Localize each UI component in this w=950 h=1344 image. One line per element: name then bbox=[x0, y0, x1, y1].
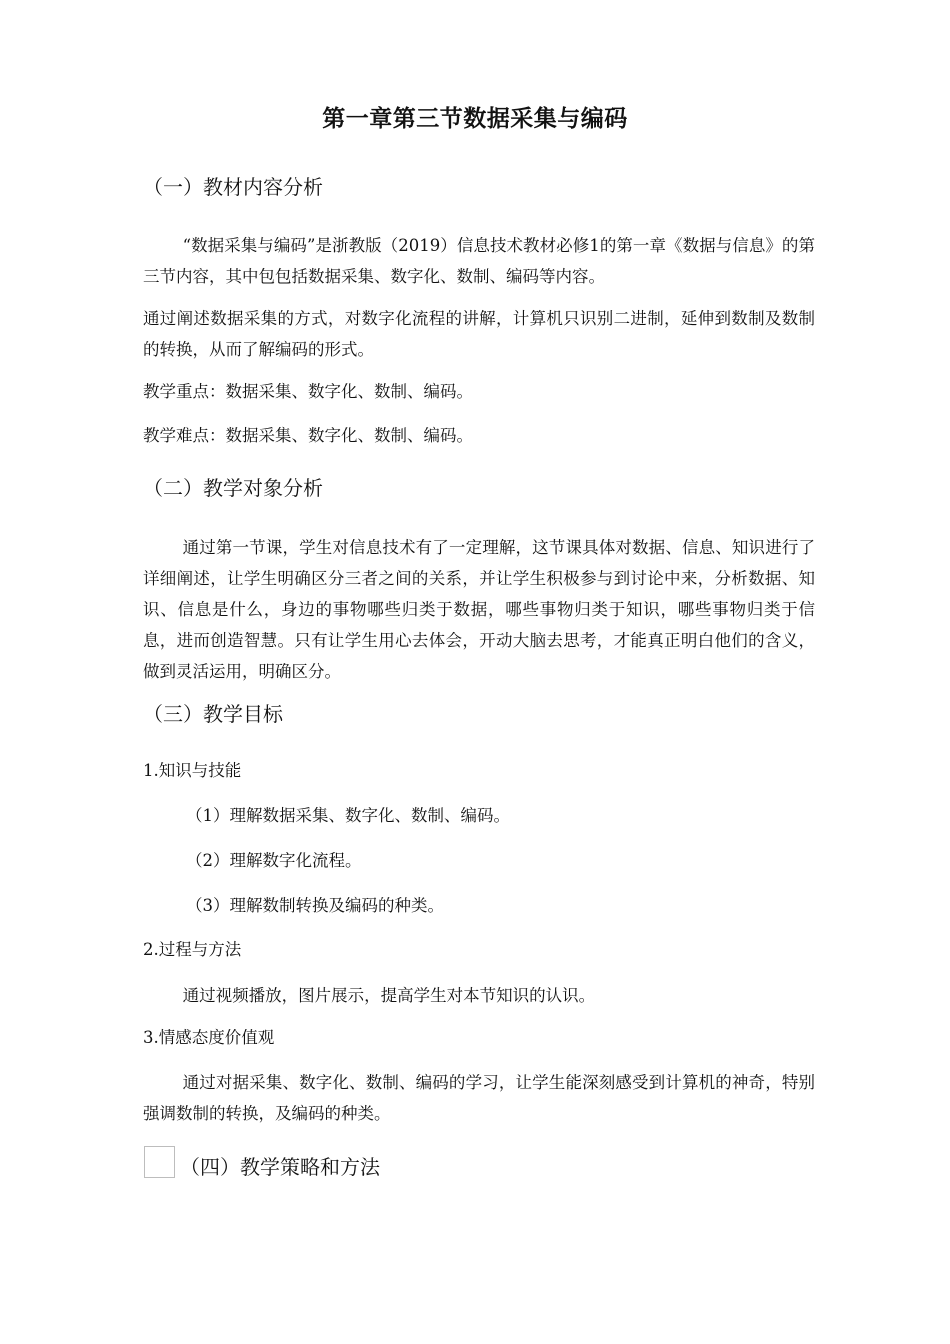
section-heading-student-analysis: （二）教学对象分析 bbox=[143, 476, 323, 500]
goal-attitude-values-label: 3.情感态度价值观 bbox=[143, 1028, 275, 1047]
goal-process-method-text: 通过视频播放，图片展示，提高学生对本节知识的认识。 bbox=[182, 986, 596, 1005]
goal-item: （3）理解数制转换及编码的种类。 bbox=[186, 896, 444, 915]
key-points-text: 教学重点：数据采集、数字化、数制、编码。 bbox=[143, 382, 473, 401]
goal-item: （1）理解数据采集、数字化、数制、编码。 bbox=[186, 806, 510, 825]
goal-item: （2）理解数字化流程。 bbox=[186, 851, 362, 870]
checkbox[interactable] bbox=[144, 1146, 175, 1178]
goal-knowledge-skills-label: 1.知识与技能 bbox=[143, 761, 242, 780]
section-heading-content-analysis: （一）教材内容分析 bbox=[143, 175, 323, 199]
section-heading-teaching-strategy: （四）教学策略和方法 bbox=[180, 1155, 380, 1179]
document-title: 第一章第三节数据采集与编码 bbox=[322, 106, 628, 132]
paragraph-student-analysis: 通过第一节课，学生对信息技术有了一定理解，这节课具体对数据、信息、知识进行了详细阐述，让学生明确区分三者之间的关系，并让学生积极参与到讨论中来，分析数据、知识、信息是什么，身边的事物哪些归类于数据，哪些事物归类于知识，哪些事物归类于信息，进而创造智慧。只有让学生用心去体会，开动大脑去思考，才能真正明白他们的含义，做到灵活运用，明确区分。 bbox=[143, 538, 815, 681]
section-heading-teaching-goals: （三）教学目标 bbox=[143, 702, 283, 726]
goal-attitude-values-text: 通过对据采集、数字化、数制、编码的学习，让学生能深刻感受到计算机的神奇，特别强调数制的转换，及编码的种类。 bbox=[143, 1073, 815, 1123]
paragraph-textbook-intro: “数据采集与编码”是浙教版（2019）信息技术教材必修1的第一章《数据与信息》的第三节内容，其中包包括数据采集、数字化、数制、编码等内容。 bbox=[143, 236, 815, 286]
goal-process-method-label: 2.过程与方法 bbox=[143, 940, 242, 959]
difficult-points-text: 教学难点：数据采集、数字化、数制、编码。 bbox=[143, 426, 473, 445]
paragraph-data-collection: 通过阐述数据采集的方式，对数字化流程的讲解，计算机只识别二进制，延伸到数制及数制的转换，从而了解编码的形式。 bbox=[143, 309, 815, 359]
